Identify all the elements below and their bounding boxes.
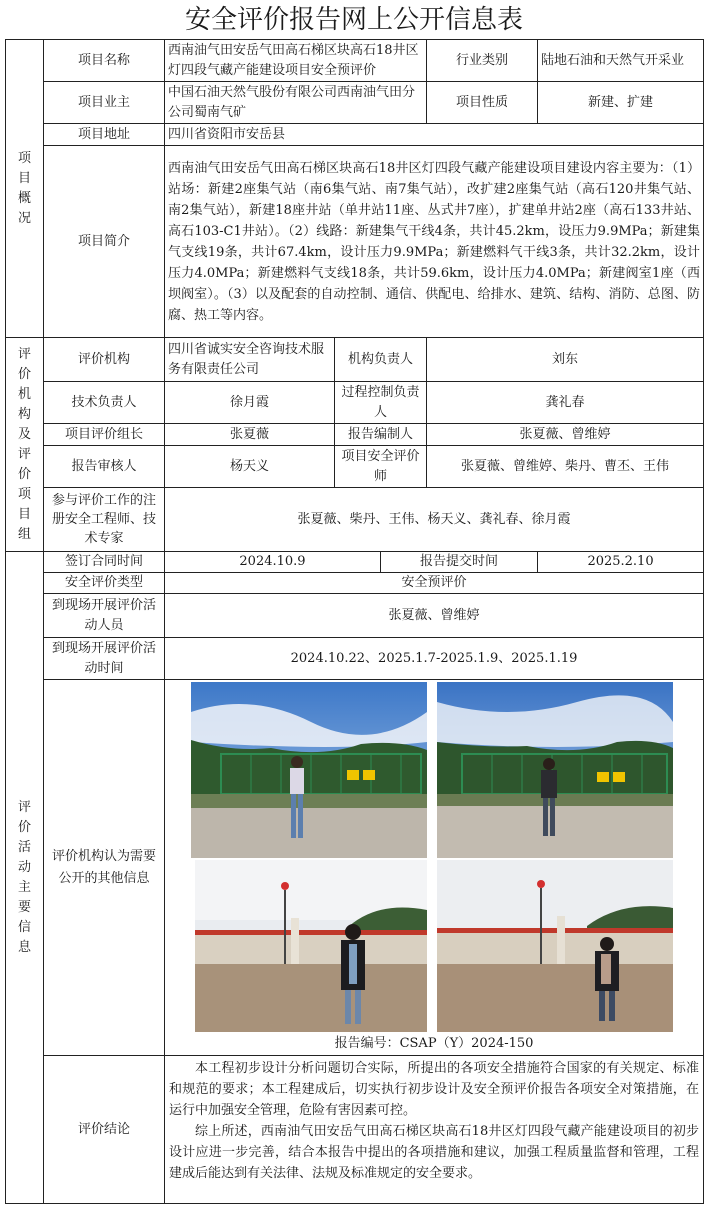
project-intro-label: 项目简介 <box>44 146 165 338</box>
org-head-value: 刘东 <box>427 338 704 382</box>
site-photo-1 <box>191 682 427 858</box>
site-staff-value: 张夏薇、曾维婷 <box>165 594 704 638</box>
site-staff-label: 到现场开展评价活动人员 <box>44 594 165 638</box>
contract-date-label: 签订合同时间 <box>44 552 165 573</box>
tech-lead-value: 徐月霞 <box>165 382 335 424</box>
report-writer-value: 张夏薇、曾维婷 <box>427 424 704 446</box>
industry-label: 行业类别 <box>427 40 538 82</box>
team-leader-label: 项目评价组长 <box>44 424 165 446</box>
section-activity: 评价活动主要信息 <box>6 552 44 1204</box>
project-nature-label: 项目性质 <box>427 82 538 124</box>
project-nature-value: 新建、扩建 <box>538 82 704 124</box>
project-intro-value: 西南油气田安岳气田高石梯区块高石18井区灯四段气藏产能建设项目建设内容主要为：（1）站场：新建2座集气站（南6集气站、南7集气站），改扩建2座集气站（高石120井集气站、南2集气站），新建18座井站（单井站11座、丛式井7座），扩建单井站2座（高石133井站、高石103-C1井站）。（2）线路：新建集气干线4条，共计45.2km，设压力9.9MPa；新建集气支线19条，共计67.4km，设计压力9.9MPa；新建燃料气干线3条，共计32.2km，设计压力4.0MPa；新建燃料气支线18条，共计59.6km，设计压力4.0MPa；新建阀室1座（西坝阀室）。（3）以及配套的自动控制、通信、供配电、给排水、建筑、结构、消防、总图、防腐、热工等内容。 <box>165 146 704 338</box>
safety-evaluator-value: 张夏薇、曾维婷、柴丹、曹丕、王伟 <box>427 446 704 488</box>
project-name-value: 西南油气田安岳气田高石梯区块高石18井区灯四段气藏产能建设项目安全预评价 <box>165 40 427 82</box>
experts-value: 张夏薇、柴丹、王伟、杨天义、龚礼春、徐月霞 <box>165 488 704 552</box>
org-label: 评价机构 <box>44 338 165 382</box>
experts-label: 参与评价工作的注册安全工程师、技术专家 <box>44 488 165 552</box>
contract-date-value: 2024.10.9 <box>165 552 381 573</box>
industry-value: 陆地石油和天然气开采业 <box>538 40 704 82</box>
report-reviewer-label: 报告审核人 <box>44 446 165 488</box>
submit-date-value: 2025.2.10 <box>538 552 704 573</box>
site-time-value: 2024.10.22、2025.1.7-2025.1.9、2025.1.19 <box>165 638 704 680</box>
org-value: 四川省诚实安全咨询技术服务有限责任公司 <box>165 338 335 382</box>
info-table <box>5 39 704 1204</box>
site-time-label: 到现场开展评价活动时间 <box>44 638 165 680</box>
conclusion-paragraph-2: 综上所述，西南油气田安岳气田高石梯区块高石18井区灯四段气藏产能建设项目的初步设计应进一步完善，结合本报告中提出的各项措施和建议，加强工程质量监督和管理，工程建成后能达到有关法律、法规及标准规定的安全要求。 <box>169 1124 700 1181</box>
section-overview: 项目概况 <box>6 40 44 338</box>
site-photo-3 <box>195 860 427 1032</box>
conclusion-label: 评价结论 <box>44 1056 165 1204</box>
evaluation-type-value: 安全预评价 <box>165 573 704 594</box>
project-owner-value: 中国石油天然气股份有限公司西南油气田分公司蜀南气矿 <box>165 82 427 124</box>
conclusion-paragraph-1: 本工程初步设计分析问题切合实际，所提出的各项安全措施符合国家的有关规定、标准和规范的要求；本工程建成后，切实执行初步设计及安全预评价报告各项安全对策措施，在运行中加强安全管理，危险有害因素可控。 <box>169 1061 700 1118</box>
process-control-label: 过程控制负责人 <box>335 382 427 424</box>
site-photo-2 <box>437 682 673 858</box>
report-number: 报告编号：CSAP（Y）2024-150 <box>334 1036 534 1051</box>
evaluation-type-label: 安全评价类型 <box>44 573 165 594</box>
org-head-label: 机构负责人 <box>335 338 427 382</box>
section-org: 评价机构及评价项目组 <box>6 338 44 552</box>
submit-date-label: 报告提交时间 <box>381 552 538 573</box>
report-writer-label: 报告编制人 <box>335 424 427 446</box>
project-owner-label: 项目业主 <box>44 82 165 124</box>
tech-lead-label: 技术负责人 <box>44 382 165 424</box>
report-reviewer-value: 杨天义 <box>165 446 335 488</box>
conclusion-body <box>165 1056 704 1204</box>
site-photo-4 <box>437 860 673 1032</box>
site-photos <box>165 680 703 1055</box>
other-info-label: 评价机构认为需要公开的其他信息 <box>44 680 165 1056</box>
project-address-label: 项目地址 <box>44 124 165 146</box>
team-leader-value: 张夏薇 <box>165 424 335 446</box>
safety-evaluator-label: 项目安全评价师 <box>335 446 427 488</box>
project-address-value: 四川省资阳市安岳县 <box>165 124 704 146</box>
page-title: 安全评价报告网上公开信息表 <box>184 5 523 35</box>
project-name-label: 项目名称 <box>44 40 165 82</box>
process-control-value: 龚礼春 <box>427 382 704 424</box>
